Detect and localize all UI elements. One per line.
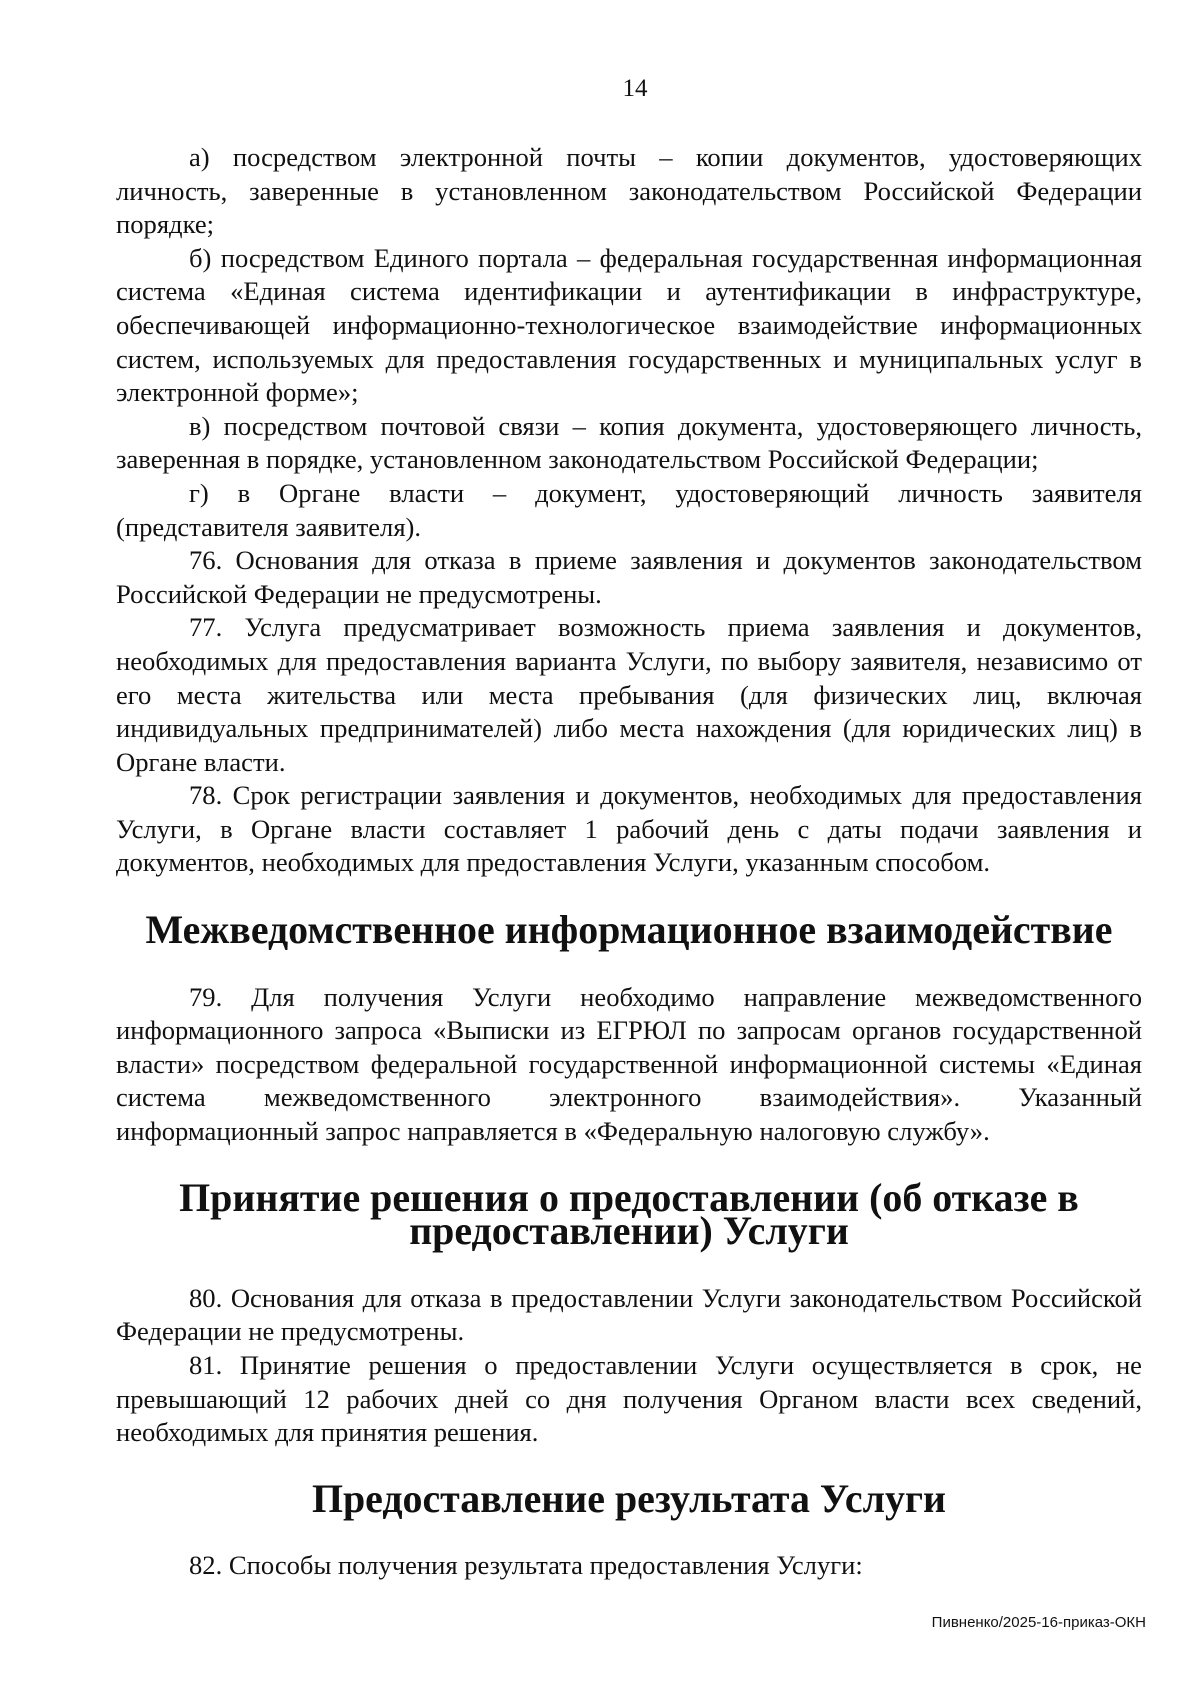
paragraph-79: 79. Для получения Услуги необходимо направление межведомственного информационного запроса «Выписки из ЕГРЮЛ по запросам органов государственной власти» посредством федеральной государственной информационной системы «Единая система межведомственного электронного взаимодействия». Указанный информационный запрос направляется в «Федеральную налоговую службу». xyxy=(116,981,1142,1147)
paragraph-v-post: в) посредством почтовой связи – копия документа, удостоверяющего личность, заверенная в порядке, установленном законодательством Российской Федерации; xyxy=(116,410,1142,475)
paragraph-b-portal: б) посредством Единого портала – федеральная государственная информационная система «Единая система идентификации и аутентификации в инфраструктуре, обеспечивающей информационно-технологическое взаимодействие информационных систем, используемых для предоставления государственных и муниципальных услуг в электронной форме»; xyxy=(116,242,1142,408)
paragraph-78: 78. Срок регистрации заявления и документов, необходимых для предоставления Услуги, в Органе власти составляет 1 рабочий день с даты подачи заявления и документов, необходимых для предоставления Услуги, указанным способом. xyxy=(116,780,1142,878)
paragraph-76: 76. Основания для отказа в приеме заявления и документов законодательством Российской Федерации не предусмотрены. xyxy=(116,545,1142,609)
paragraph-77: 77. Услуга предусматривает возможность приема заявления и документов, необходимых для предоставления варианта Услуги, по выбору заявителя, независимо от его места жительства или места пребывания (для физических лиц, включая индивидуальных предпринимателей) либо места нахождения (для юридических лиц) в Органе власти. xyxy=(116,612,1142,777)
page-number: 14 xyxy=(622,75,648,102)
section-heading-decision: Принятие решения о предоставлении (об отказе в предоставлении) Услуги xyxy=(179,1174,1079,1254)
section-heading-interagency: Межведомственное информационное взаимодействие xyxy=(145,907,1113,953)
paragraph-81: 81. Принятие решения о предоставлении Услуги осуществляется в срок, не превышающий 12 рабочих дней со дня получения Органом власти всех сведений, необходимых для принятия решения. xyxy=(116,1350,1142,1448)
paragraph-a-email: а) посредством электронной почты – копии документов, удостоверяющих личность, заверенные в установленном законодательством Российской Федерации порядке; xyxy=(116,142,1142,240)
document-footer-code: Пивненко/2025-16-приказ-ОКН xyxy=(931,1614,1146,1631)
paragraph-g-authority: г) в Органе власти – документ, удостоверяющий личность заявителя (представителя заявителя). xyxy=(116,477,1142,542)
section-heading-result: Предоставление результата Услуги xyxy=(311,1475,947,1521)
paragraph-82: 82. Способы получения результата предоставления Услуги: xyxy=(189,1550,863,1581)
document-body xyxy=(116,141,1142,1583)
paragraph-80: 80. Основания для отказа в предоставлении Услуги законодательством Российской Федерации не предусмотрены. xyxy=(116,1282,1142,1347)
